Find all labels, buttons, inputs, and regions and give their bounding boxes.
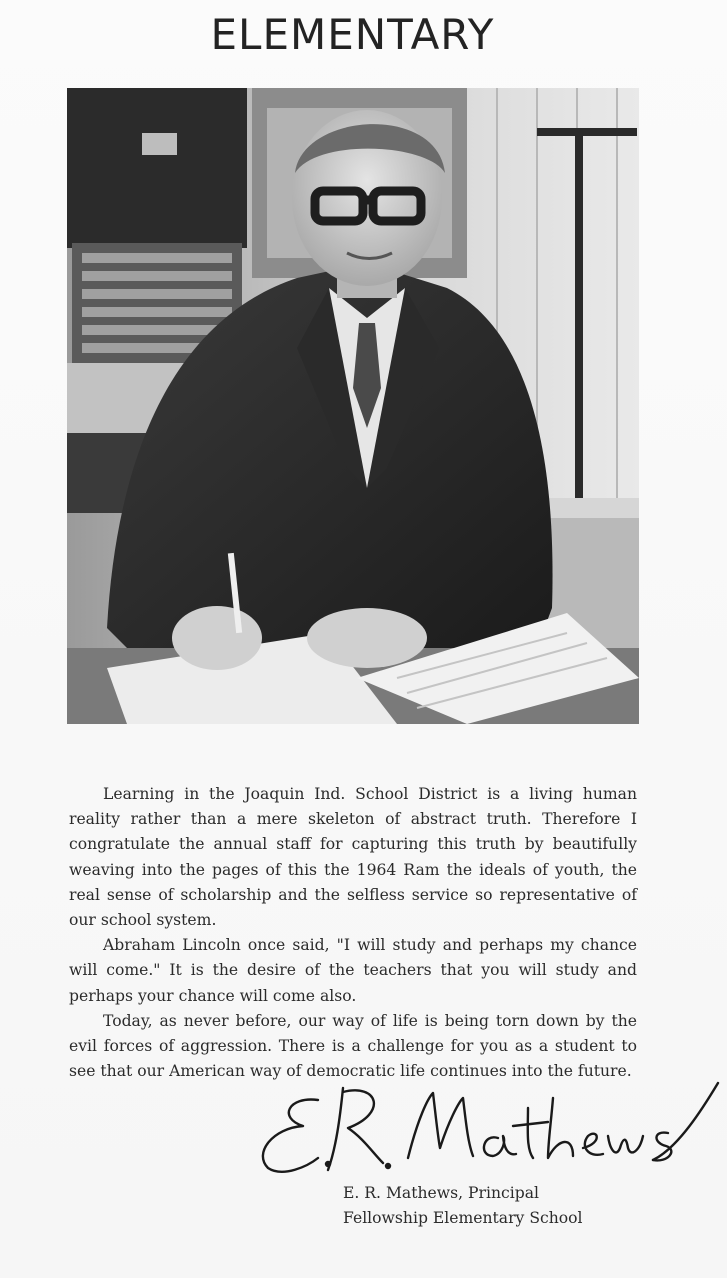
principal-photo <box>67 88 639 724</box>
signer-school: Fellowship Elementary School <box>343 1209 583 1227</box>
letter-paragraph: Today, as never before, our way of life is being torn down by the evil forces of aggression. There is a challenge for you as a student to see that our American way of democratic life continues into the future. <box>69 1011 637 1081</box>
page-heading: ELEMENTARY <box>210 10 495 59</box>
handwritten-signature <box>248 1078 723 1178</box>
letter-paragraph: Abraham Lincoln once said, "I will study and perhaps my chance will come." It is the desire of the teachers that you will study and perhaps your chance will come also. <box>69 936 637 1005</box>
signature-block <box>343 1181 583 1231</box>
principal-letter <box>69 782 637 1084</box>
signer-name: E. R. Mathews, Principal <box>343 1184 539 1202</box>
letter-paragraph: Learning in the Joaquin Ind. School District is a living human reality rather than a mere skeleton of abstract truth. Therefore I congratulate the annual staff for capturing this truth by beautifully weaving into the pages of this the 1964 Ram the ideals of youth, the real sense of scholarship and the selfless service so representative of our school system. <box>69 785 637 930</box>
